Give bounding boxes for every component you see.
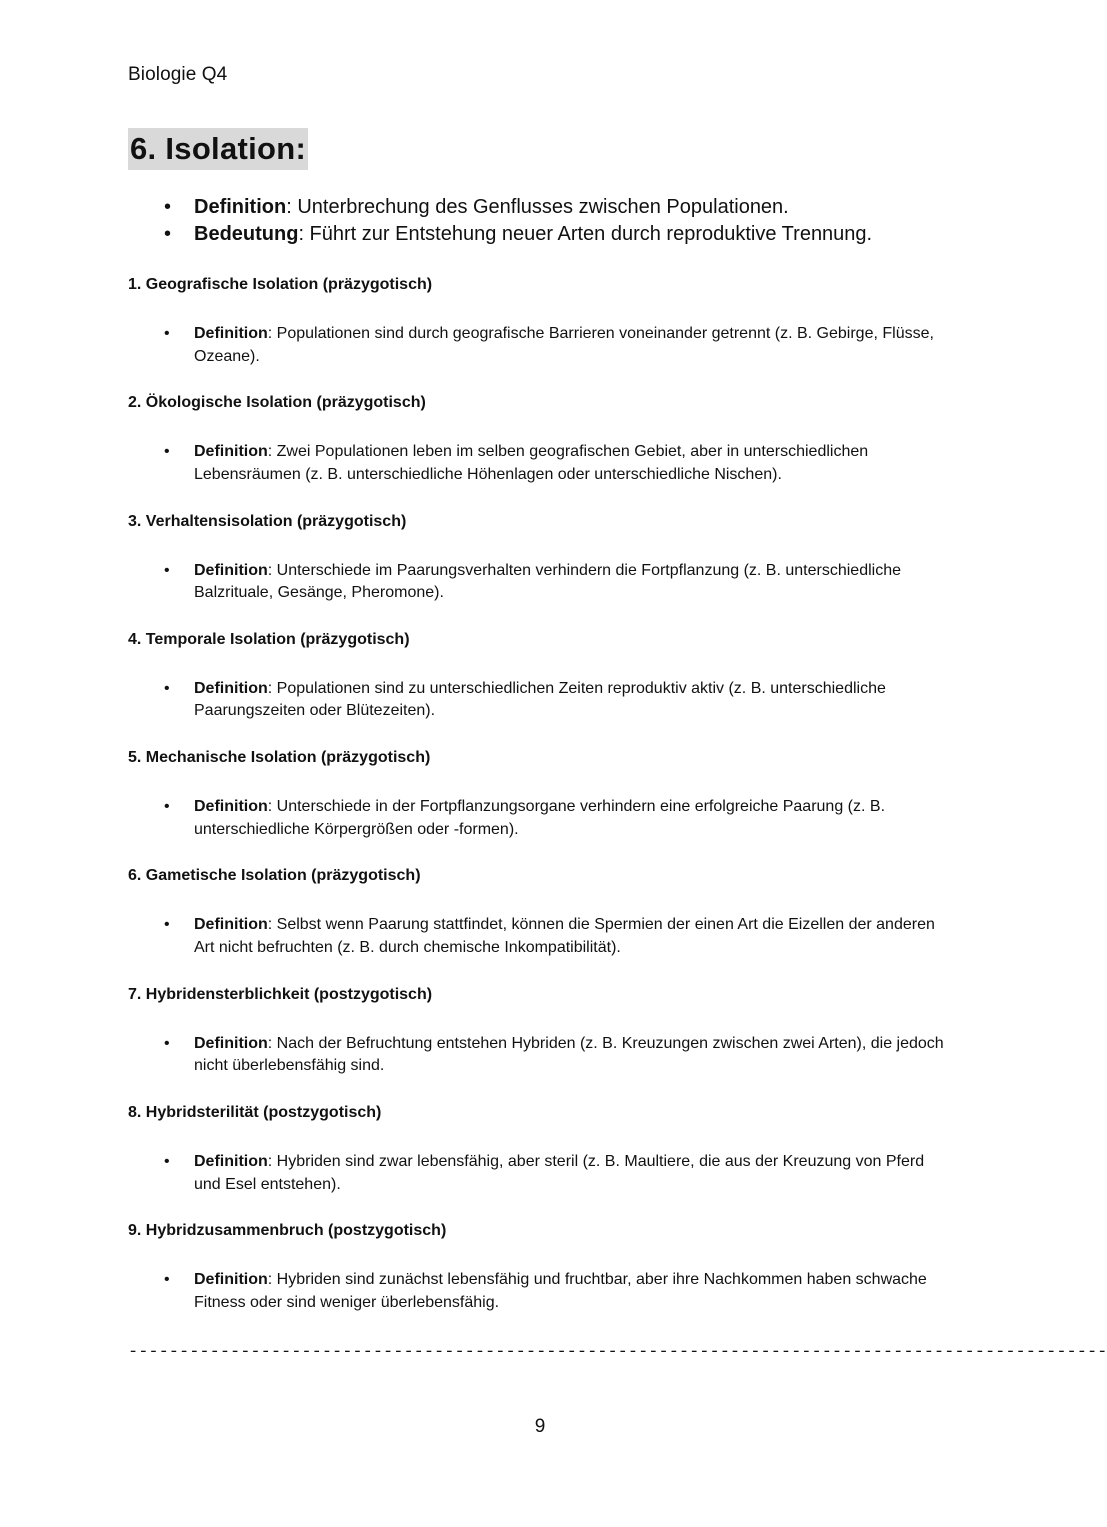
isolation-sections bbox=[128, 274, 968, 1339]
definition-label: Definition bbox=[194, 443, 268, 461]
definition-text: : Populationen sind durch geografische Barrieren voneinander getrennt (z. B. Gebirge, Flüsse, Ozeane). bbox=[194, 325, 934, 365]
bullet-icon: • bbox=[164, 561, 170, 579]
section-definition bbox=[128, 1269, 948, 1314]
page-number: 9 bbox=[534, 1416, 546, 1437]
section-definition bbox=[128, 560, 948, 605]
bullet-icon: • bbox=[164, 325, 170, 342]
section-heading: 3. Verhaltensisolation (präzygotisch) bbox=[128, 512, 407, 530]
section-definition bbox=[128, 323, 948, 368]
section-heading: 8. Hybridsterilität (postzygotisch) bbox=[128, 1104, 382, 1122]
definition-text: : Nach der Befruchtung entstehen Hybriden (z. B. Kreuzungen zwischen zwei Arten), die jedoch nicht überlebensfähig sind. bbox=[194, 1034, 944, 1075]
section-heading: 6. Gametische Isolation (präzygotisch) bbox=[128, 867, 421, 885]
section-definition bbox=[128, 1151, 948, 1196]
section bbox=[128, 1220, 968, 1338]
bullet-icon: • bbox=[164, 223, 172, 245]
section-definition bbox=[128, 796, 948, 841]
section-definition bbox=[128, 1033, 948, 1078]
section bbox=[128, 747, 968, 865]
definition-label: Definition bbox=[194, 679, 268, 697]
intro-item-text: : Unterbrechung des Genflusses zwischen Populationen. bbox=[286, 196, 789, 218]
chapter-title: 6. Isolation: bbox=[128, 128, 308, 170]
section-heading: 5. Mechanische Isolation (präzygotisch) bbox=[128, 749, 431, 767]
section-definition bbox=[128, 914, 948, 959]
definition-label: Definition bbox=[194, 325, 268, 342]
intro-item-label: Bedeutung bbox=[194, 223, 299, 245]
definition-label: Definition bbox=[194, 1034, 268, 1052]
page-header: Biologie Q4 bbox=[128, 64, 228, 85]
section bbox=[128, 1102, 968, 1220]
section-heading: 7. Hybridensterblichkeit (postzygotisch) bbox=[128, 985, 433, 1003]
definition-text: : Unterschiede in der Fortpflanzungsorgane verhindern eine erfolgreiche Paarung (z. B. unterschiedliche Körpergrößen oder -formen). bbox=[194, 798, 886, 838]
definition-text: : Unterschiede im Paarungsverhalten verhindern die Fortpflanzung (z. B. unterschiedliche Balzrituale, Gesänge, Pheromone). bbox=[194, 561, 901, 602]
section bbox=[128, 511, 968, 629]
bullet-icon: • bbox=[164, 1271, 170, 1289]
bullet-icon: • bbox=[164, 916, 170, 934]
definition-text: : Hybriden sind zwar lebensfähig, aber steril (z. B. Maultiere, die aus der Kreuzung von Pferd und Esel entstehen). bbox=[194, 1153, 925, 1193]
intro-item-text: : Führt zur Entstehung neuer Arten durch reproduktive Trennung. bbox=[298, 223, 873, 245]
definition-text: : Selbst wenn Paarung stattfindet, können die Spermien der einen Art die Eizellen der anderen Art nicht befruchten (z. B. durch chemische Inkompatibilität). bbox=[194, 916, 935, 956]
bullet-icon: • bbox=[164, 1034, 170, 1052]
intro-item bbox=[128, 194, 968, 221]
bullet-icon: • bbox=[164, 443, 170, 461]
definition-label: Definition bbox=[194, 916, 268, 934]
definition-label: Definition bbox=[194, 1153, 268, 1171]
definition-text: : Hybriden sind zunächst lebensfähig und fruchtbar, aber ihre Nachkommen haben schwache Fitness oder sind weniger überlebensfähig. bbox=[194, 1271, 927, 1311]
bullet-icon: • bbox=[164, 679, 170, 697]
definition-text: : Zwei Populationen leben im selben geografischen Gebiet, aber in unterschiedlichen Lebensräumen (z. B. unterschiedliche Höhenlagen oder unterschiedliche Nischen). bbox=[194, 443, 869, 483]
section bbox=[128, 629, 968, 747]
section-heading: 1. Geografische Isolation (präzygotisch) bbox=[128, 276, 433, 293]
intro-item-label: Definition bbox=[194, 196, 287, 218]
section-definition bbox=[128, 678, 948, 723]
section bbox=[128, 865, 968, 983]
definition-label: Definition bbox=[194, 798, 268, 816]
definition-text: : Populationen sind zu unterschiedlichen Zeiten reproduktiv aktiv (z. B. unterschiedliche Paarungszeiten oder Blütezeiten). bbox=[194, 679, 886, 720]
section-definition bbox=[128, 441, 948, 486]
section-heading: 9. Hybridzusammenbruch (postzygotisch) bbox=[128, 1222, 447, 1240]
intro-item bbox=[128, 221, 968, 248]
definition-label: Definition bbox=[194, 561, 268, 579]
section bbox=[128, 392, 968, 510]
section bbox=[128, 274, 968, 392]
section bbox=[128, 984, 968, 1102]
intro-list bbox=[128, 194, 968, 248]
definition-label: Definition bbox=[194, 1271, 268, 1289]
bullet-icon: • bbox=[164, 196, 172, 218]
section-heading: 2. Ökologische Isolation (präzygotisch) bbox=[128, 394, 426, 412]
section-heading: 4. Temporale Isolation (präzygotisch) bbox=[128, 630, 410, 648]
bullet-icon: • bbox=[164, 798, 170, 816]
bullet-icon: • bbox=[164, 1153, 170, 1171]
dashed-divider: ------------------------------------------------------------------------------------------------ bbox=[128, 1343, 1107, 1362]
